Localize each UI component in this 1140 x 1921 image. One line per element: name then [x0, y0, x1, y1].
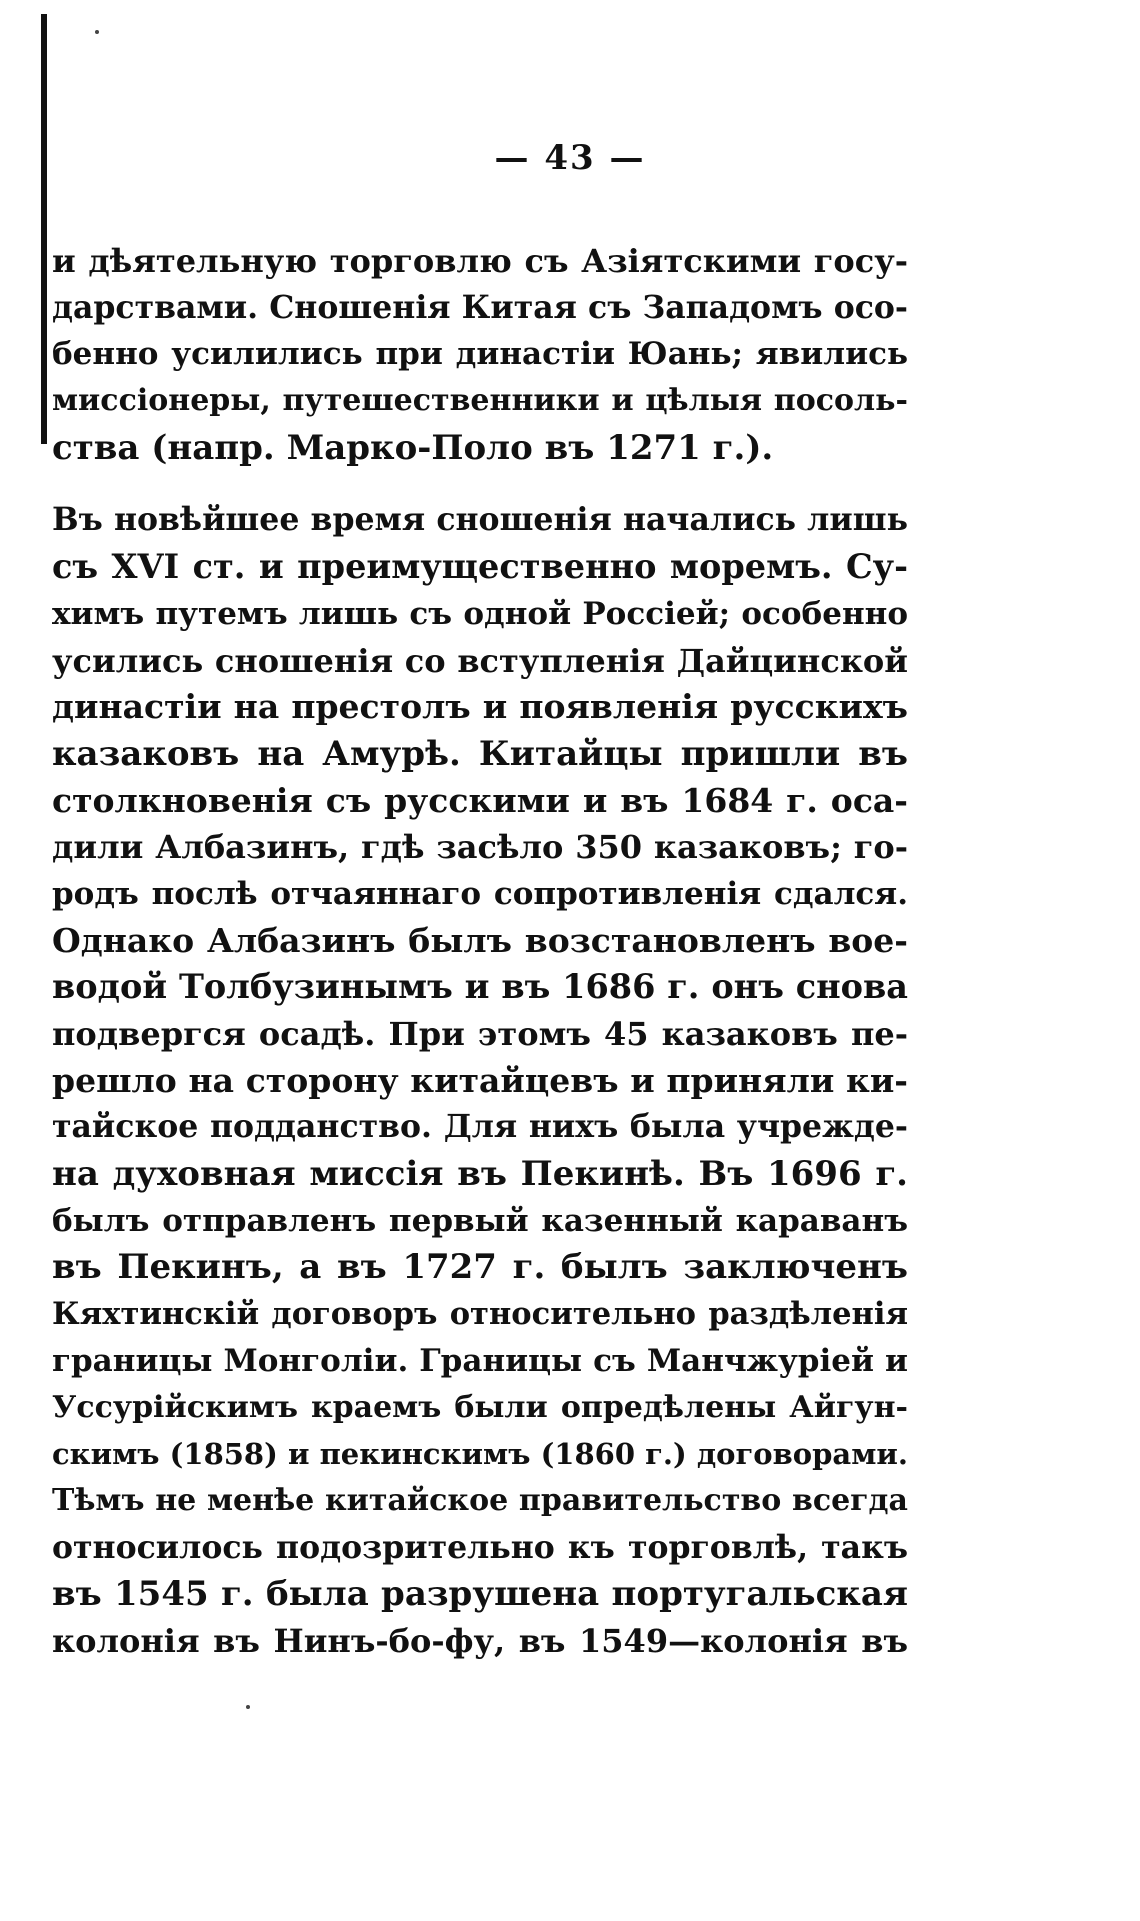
scan-speck: [95, 30, 99, 34]
text-line: решло на сторону китайцевъ и приняли ки-: [52, 1060, 908, 1100]
scan-edge-line: [41, 14, 47, 444]
body-text: [52, 238, 908, 1665]
text-line: колонія въ Нинъ-бо-фу, въ 1549—колонія въ: [52, 1621, 908, 1660]
page-number: — 43 —: [494, 138, 646, 178]
text-line: относилось подозрительно къ торговлѣ, такъ: [52, 1528, 908, 1566]
paragraph-2: [52, 497, 908, 1664]
text-line: династіи на престолъ и появленія русскихъ: [52, 687, 908, 727]
text-line: водой Толбузинымъ и въ 1686 г. онъ снова: [52, 967, 908, 1007]
text-line: на духовная миссія въ Пекинѣ. Въ 1696 г.: [52, 1154, 908, 1195]
text-line: былъ отправленъ первый казенный караванъ: [52, 1202, 908, 1239]
text-line: подвергся осадѣ. При этомъ 45 казаковъ пе-: [52, 1015, 908, 1053]
text-line: дарствами. Сношенія Китая съ Западомъ осо-: [52, 288, 908, 326]
text-line: границы Монголіи. Границы съ Манчжуріей и: [52, 1342, 908, 1379]
text-line: съ XVI ст. и преимущественно моремъ. Су-: [52, 547, 908, 587]
text-line: Кяхтинскій договоръ относительно раздѣленія: [52, 1296, 908, 1333]
text-line: ства (напр. Марко-Поло въ 1271 г.).: [52, 427, 774, 468]
text-line: миссіонеры, путешественники и цѣлыя посоль-: [52, 383, 908, 419]
scan-speck: [246, 1705, 250, 1709]
text-line: Уссурійскимъ краемъ были опредѣлены Айгун-: [52, 1389, 908, 1425]
text-line: Въ новѣйшее время сношенія начались лишь: [52, 501, 908, 539]
text-line: и дѣятельную торговлю съ Азіятскими госу-: [52, 242, 908, 280]
text-line: бенно усилились при династіи Юань; явились: [52, 336, 908, 373]
text-line: усились сношенія со вступленія Дайцинской: [52, 641, 908, 680]
text-line: скимъ (1858) и пекинскимъ (1860 г.) договорами.: [52, 1437, 908, 1472]
text-line: казаковъ на Амурѣ. Китайцы пришли въ: [52, 733, 908, 774]
text-line: химъ путемъ лишь съ одной Россіей; особенно: [52, 595, 908, 632]
text-line: Однако Албазинъ былъ возстановленъ вое-: [52, 920, 908, 960]
text-line: въ 1545 г. была разрушена португальская: [52, 1574, 908, 1615]
text-line: родъ послѣ отчаяннаго сопротивленія сдался.: [52, 875, 908, 912]
text-line: въ Пекинъ, а въ 1727 г. былъ заключенъ: [52, 1247, 908, 1288]
text-line: столкновенія съ русскими и въ 1684 г. оса-: [52, 780, 908, 820]
text-line: Тѣмъ не менѣе китайское правительство всегда: [52, 1482, 908, 1518]
text-line: дили Албазинъ, гдѣ засѣло 350 казаковъ; го-: [52, 828, 908, 867]
paragraph-1: [52, 238, 908, 471]
text-line: тайское подданство. Для нихъ была учрежде-: [52, 1108, 908, 1146]
